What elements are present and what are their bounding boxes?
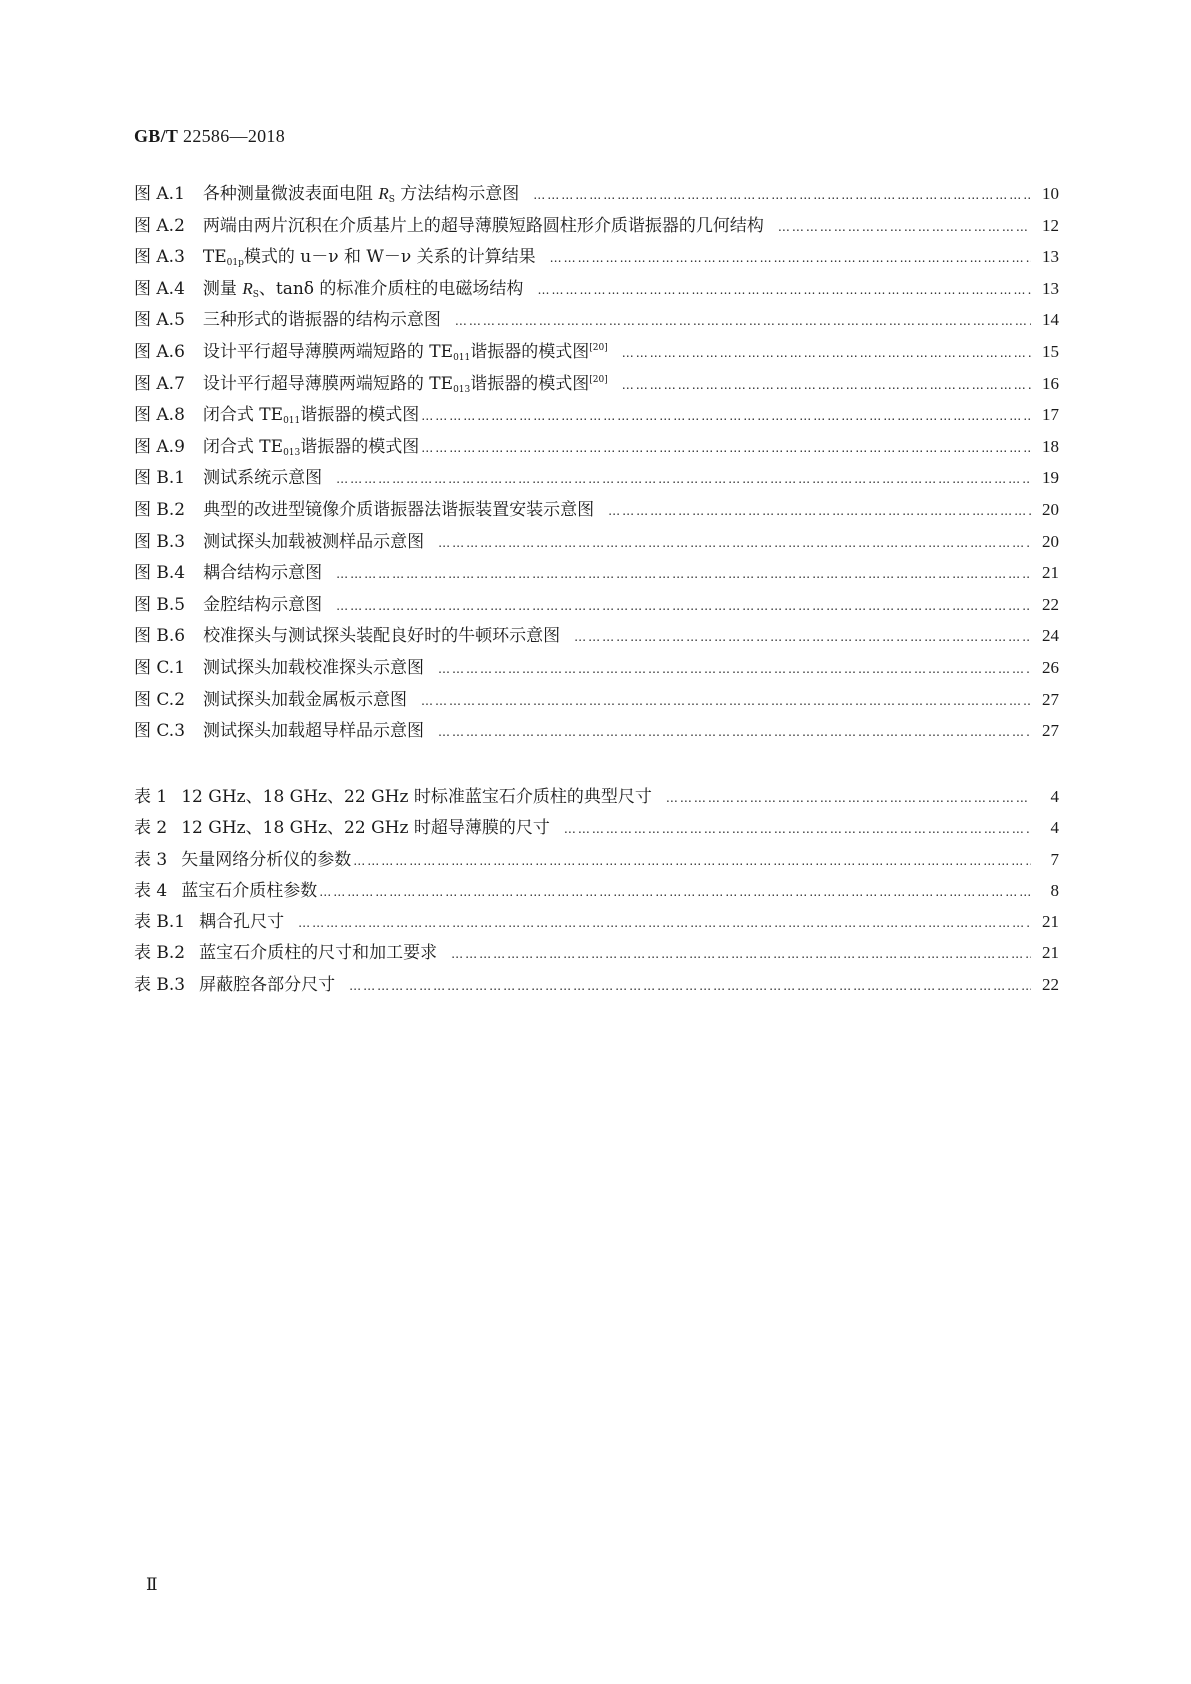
toc-figure-entry[interactable] <box>134 179 1059 211</box>
dot-leader <box>298 916 1031 930</box>
toc-table-entry-title: 屏蔽腔各部分尺寸 <box>199 974 336 995</box>
dot-leader <box>537 283 1031 297</box>
toc-table-entry[interactable] <box>134 970 1059 1001</box>
toc-figure-entry-page: 22 <box>1042 594 1059 614</box>
toc-figure-entry-page: 13 <box>1042 247 1059 267</box>
toc-figure-entry[interactable] <box>134 432 1059 464</box>
toc-figure-entry-page: 26 <box>1042 657 1059 677</box>
toc-figure-entry-number: 图 A.6 <box>134 341 185 362</box>
toc-figure-entry[interactable] <box>134 274 1059 306</box>
dot-leader <box>455 314 1031 328</box>
toc-figure-entry-number: 图 A.8 <box>134 405 185 426</box>
toc-table-entry[interactable] <box>134 876 1059 907</box>
toc-figure-entry-number: 图 B.5 <box>134 594 186 615</box>
dot-leader <box>438 662 1031 676</box>
toc-table-entry[interactable] <box>134 845 1059 876</box>
toc-figure-entry[interactable] <box>134 463 1059 495</box>
toc-table-entry-number: 表 1 <box>134 787 168 807</box>
toc-figure-entry-page: 20 <box>1042 499 1059 519</box>
toc-figure-entry-title: 设计平行超导薄膜两端短路的 $TE_{013}$谐振器的模式图[20] <box>202 373 608 395</box>
toc-figure-entry-number: 图 A.3 <box>134 247 185 268</box>
toc-figure-entry-number: 图 A.9 <box>134 436 185 457</box>
toc-figure-entry-page: 17 <box>1042 405 1059 425</box>
toc-figure-entry-number: 图 C.1 <box>134 657 186 678</box>
toc-figure-entry-title: 测量 $R_S$、tanδ 的标准介质柱的电磁场结构 <box>202 278 524 300</box>
document-header <box>134 126 285 147</box>
toc-figure-entry-title: 金腔结构示意图 <box>203 594 323 615</box>
toc-figure-entry-page: 14 <box>1042 310 1059 330</box>
toc-figure-entry[interactable] <box>134 400 1059 432</box>
toc-figure-entry-title: 校准探头与测试探头装配良好时的牛顿环示意图 <box>203 626 561 647</box>
toc-table-entry-number: 表 3 <box>134 849 168 870</box>
toc-table-entry-page: 21 <box>1042 943 1059 963</box>
toc-figure-entry-number: 图 C.2 <box>134 689 186 710</box>
toc-figure-entry-title: 测试探头加载被测样品示意图 <box>203 531 425 552</box>
toc-figure-entry[interactable] <box>134 211 1059 243</box>
toc-table-entry-page: 4 <box>1050 787 1059 806</box>
figure-list <box>134 179 1059 748</box>
dot-leader <box>336 567 1031 581</box>
toc-table-entry[interactable] <box>134 907 1059 938</box>
dot-leader <box>451 947 1031 961</box>
toc-table-entry-page: 4 <box>1050 818 1059 838</box>
dot-leader <box>622 378 1031 392</box>
toc-figure-entry[interactable] <box>134 495 1059 527</box>
dot-leader <box>438 725 1031 739</box>
toc-figure-entry-page: 21 <box>1042 563 1059 583</box>
toc-figure-entry-page: 18 <box>1042 436 1059 456</box>
dot-leader <box>421 409 1031 423</box>
toc-figure-entry[interactable] <box>134 716 1059 748</box>
toc-table-entry-title: 矢量网络分析仪的参数 <box>181 849 352 870</box>
dot-leader <box>622 346 1031 360</box>
toc-figure-entry-title: 测试探头加载金属板示意图 <box>203 689 408 710</box>
toc-table-entry-number: 表 B.1 <box>134 912 186 933</box>
toc-figure-entry-page: 12 <box>1042 215 1059 235</box>
dot-leader <box>336 472 1031 486</box>
standard-code: GB/T <box>134 126 179 146</box>
toc-figure-entry-page: 15 <box>1042 341 1059 361</box>
toc-figure-entry-number: 图 B.1 <box>134 468 186 489</box>
toc-figure-entry-number: 图 A.5 <box>134 310 185 331</box>
toc-table-entry-title: 耦合孔尺寸 <box>199 912 285 933</box>
table-list <box>134 782 1059 1001</box>
toc-figure-entry[interactable] <box>134 337 1059 369</box>
toc-figure-entry-title: 各种测量微波表面电阻 $R_S$ 方法结构示意图 <box>202 184 520 205</box>
dot-leader <box>349 979 1031 993</box>
toc-figure-entry-number: 图 B.3 <box>134 531 186 552</box>
toc-table-entry-number: 表 4 <box>134 880 168 901</box>
toc-figure-entry-page: 20 <box>1042 531 1059 551</box>
toc-table-entry-number: 表 B.2 <box>134 943 186 964</box>
dot-leader <box>533 188 1031 202</box>
toc-table-entry-page: 8 <box>1050 880 1059 900</box>
toc-table-entry-title: 蓝宝石介质柱的尺寸和加工要求 <box>199 943 438 964</box>
toc-table-entry-title: 12 GHz、18 GHz、22 GHz 时标准蓝宝石介质柱的典型尺寸 <box>181 787 652 807</box>
toc-figure-entry[interactable] <box>134 305 1059 337</box>
toc-figure-entry-title: 典型的改进型镜像介质谐振器法谐振装置安装示意图 <box>203 499 595 520</box>
toc-figure-entry-page: 13 <box>1042 278 1059 298</box>
toc-figure-entry-number: 图 B.2 <box>134 499 186 520</box>
standard-number: 22586—2018 <box>183 126 286 146</box>
toc-table-entry-page: 22 <box>1042 974 1059 994</box>
toc-figure-entry-title: 测试系统示意图 <box>203 468 323 489</box>
dot-leader <box>778 220 1031 234</box>
toc-table-entry-title: 12 GHz、18 GHz、22 GHz 时超导薄膜的尺寸 <box>181 818 550 839</box>
dot-leader <box>438 536 1031 550</box>
toc-figure-entry-title: 测试探头加载校准探头示意图 <box>203 657 425 678</box>
toc-figure-entry-number: 图 B.6 <box>134 626 186 647</box>
toc-figure-entry-title: 三种形式的谐振器的结构示意图 <box>202 310 441 331</box>
toc-figure-entry[interactable] <box>134 527 1059 559</box>
toc-figure-entry-number: 图 C.3 <box>134 721 186 742</box>
toc-table-entry[interactable] <box>134 782 1059 813</box>
toc-figure-entry-title: 设计平行超导薄膜两端短路的 $TE_{011}$谐振器的模式图[20] <box>202 341 608 363</box>
toc-table-entry-number: 表 B.3 <box>134 974 186 995</box>
toc-figure-entry-title: 闭合式 $TE_{011}$谐振器的模式图 <box>202 405 420 427</box>
dot-leader <box>421 694 1031 708</box>
toc-figure-entry-page: 24 <box>1042 626 1059 646</box>
toc-figure-entry[interactable] <box>134 242 1059 274</box>
toc-figure-entry-page: 19 <box>1042 468 1059 488</box>
toc-figure-entry-page: 27 <box>1042 721 1059 741</box>
toc-table-entry[interactable] <box>134 938 1059 969</box>
toc-table-entry-page: 7 <box>1050 849 1059 869</box>
dot-leader <box>421 441 1031 455</box>
toc-figure-entry[interactable] <box>134 685 1059 717</box>
toc-figure-entry-page: 27 <box>1042 689 1059 709</box>
dot-leader <box>550 251 1031 265</box>
dot-leader <box>564 822 1031 836</box>
toc-figure-entry-title: 测试探头加载超导样品示意图 <box>203 721 425 742</box>
toc-figure-entry[interactable] <box>134 558 1059 590</box>
dot-leader <box>336 599 1031 613</box>
toc-table-entry-page: 21 <box>1042 912 1059 932</box>
page-number: Ⅱ <box>146 1575 158 1594</box>
dot-leader <box>608 504 1031 518</box>
toc-figure-entry-number: 图 A.2 <box>134 215 185 236</box>
toc-figure-entry-number: 图 A.4 <box>134 278 185 299</box>
toc-figure-entry-title: $TE_{01p}$模式的 u－ν 和 W－ν 关系的计算结果 <box>202 247 536 269</box>
toc-figure-entry-number: 图 A.7 <box>134 373 185 394</box>
dot-leader <box>319 885 1031 899</box>
dot-leader <box>574 630 1031 644</box>
toc-figure-entry-title: 耦合结构示意图 <box>203 563 323 584</box>
toc-figure-entry-title: 两端由两片沉积在介质基片上的超导薄膜短路圆柱形介质谐振器的几何结构 <box>202 215 764 236</box>
toc-figure-entry-title: 闭合式 $TE_{013}$谐振器的模式图 <box>202 436 420 458</box>
toc-figure-entry-page: 10 <box>1042 184 1059 203</box>
toc-figure-entry-number: 图 B.4 <box>134 563 186 584</box>
toc-figure-entry[interactable] <box>134 621 1059 653</box>
toc-figure-entry[interactable] <box>134 369 1059 401</box>
dot-leader <box>353 854 1031 868</box>
toc-table-entry[interactable] <box>134 813 1059 844</box>
toc-figure-entry[interactable] <box>134 653 1059 685</box>
dot-leader <box>666 791 1031 805</box>
toc-figure-entry-number: 图 A.1 <box>134 184 185 204</box>
toc-table-entry-number: 表 2 <box>134 818 168 839</box>
toc-figure-entry[interactable] <box>134 590 1059 622</box>
toc-table-entry-title: 蓝宝石介质柱参数 <box>181 880 318 901</box>
toc-figure-entry-page: 16 <box>1042 373 1059 393</box>
